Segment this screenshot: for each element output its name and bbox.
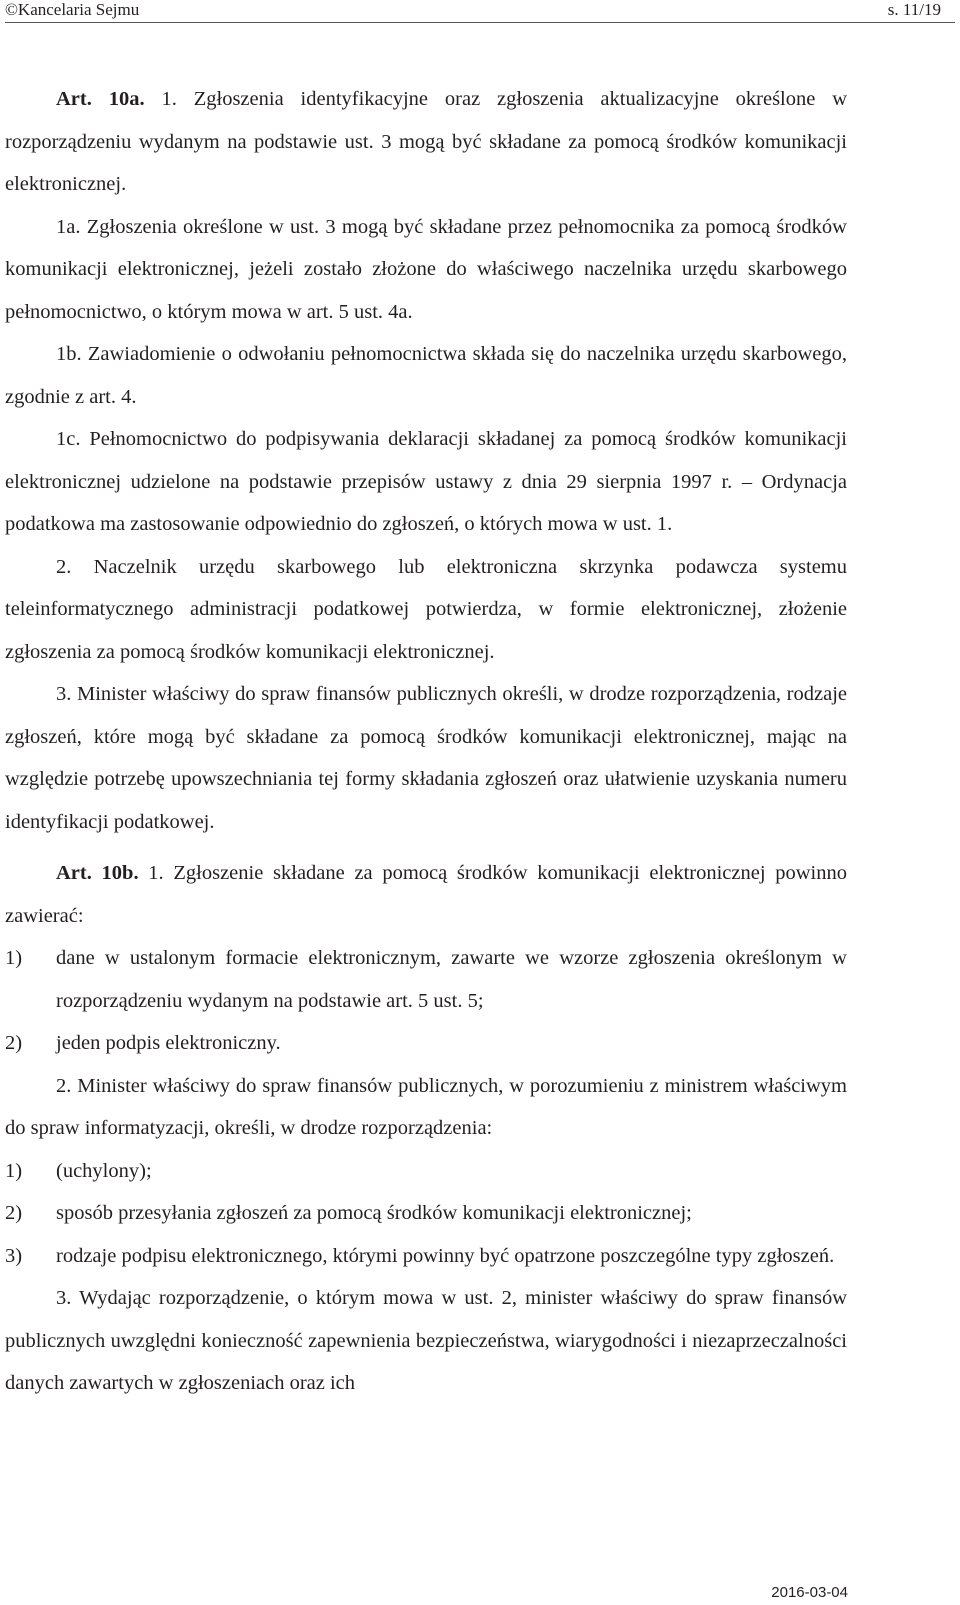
list-item: 2) sposób przesyłania zgłoszeń za pomocą środków komunikacji elektronicznej; [5, 1202, 692, 1224]
art10a-ust3: 3. Minister właściwy do spraw finansów publicznych określi, w drodze rozporządzenia, rodzaje zgłoszeń, które mogą być składane za pomocą środków komunikacji elektronicznej, mając na względzie potrzebę upowszechniania tej formy składania zgłoszeń oraz ułatwienie uzyskania numeru identyfikacji podatkowej. [5, 683, 847, 833]
art10a-ust1a: 1a. Zgłoszenia określone w ust. 3 mogą być składane przez pełnomocnika za pomocą środków komunikacji elektronicznej, jeżeli zostało złożone do właściwego naczelnika urzędu skarbowego pełnomocnictwo, o którym mowa w art. 5 ust. 4a. [5, 215, 847, 323]
header-publisher: ©Kancelaria Sejmu [5, 0, 140, 19]
header-page-number: s. 11/19 [887, 0, 941, 19]
art10b-ust2: 2. Minister właściwy do spraw finansów publicznych, w porozumieniu z ministrem właściwym do spraw informatyzacji, określi, w drodze rozporządzenia: [5, 1074, 847, 1139]
art10a-ust2: 2. Naczelnik urzędu skarbowego lub elektroniczna skrzynka podawcza systemu teleinformatycznego administracji podatkowej potwierdza, w formie elektronicznej, złożenie zgłoszenia za pomocą środków komunikacji elektronicznej. [5, 555, 847, 663]
page-header [5, 0, 955, 23]
art10a-ust1b: 1b. Zawiadomienie o odwołaniu pełnomocnictwa składa się do naczelnika urzędu skarbowego, zgodnie z art. 4. [5, 343, 847, 408]
list-item: 1) (uchylony); [5, 1159, 152, 1182]
list-item: 3) rodzaje podpisu elektronicznego, którymi powinny być opatrzone poszczególne typy zgłoszeń. [5, 1244, 835, 1267]
article-10a [5, 78, 847, 843]
list-item: 1) dane w ustalonym formacie elektronicznym, zawarte we wzorze zgłoszenia określonym w rozporządzeniu wydanym na podstawie art. 5 ust. 5; [5, 947, 847, 1012]
art10a-label: Art. 10a. [56, 88, 145, 110]
footer-date: 2016-03-04 [771, 1584, 848, 1601]
art10b-ust3: 3. Wydając rozporządzenie, o którym mowa w ust. 2, minister właściwy do spraw finansów publicznych uwzględni konieczność zapewnienia bezpieczeństwa, wiarygodności i niezaprzeczalności danych zawartych w zgłoszeniach oraz ich [5, 1287, 847, 1394]
art10a-ust1c: 1c. Pełnomocnictwo do podpisywania deklaracji składanej za pomocą środków komunikacji elektronicznej udzielone na podstawie przepisów ustawy z dnia 29 sierpnia 1997 r. – Ordynacja podatkowa ma zastosowanie odpowiednio do zgłoszeń, o których mowa w ust. 1. [5, 428, 847, 535]
art10b-ust1: Art. 10b. 1. Zgłoszenie składane za pomocą środków komunikacji elektronicznej powinno zawierać: [5, 862, 847, 927]
art10b-ust1-list [5, 937, 847, 1065]
list-item: 2) jeden podpis elektroniczny. [5, 1032, 281, 1054]
article-10b [5, 852, 847, 1405]
art10b-ust2-list [5, 1150, 847, 1278]
art10b-label: Art. 10b. [56, 862, 139, 884]
art10a-ust1: Art. 10a. 1. Zgłoszenia identyfikacyjne oraz zgłoszenia aktualizacyjne określone w rozporządzeniu wydanym na podstawie ust. 3 mogą być składane za pomocą środków komunikacji elektronicznej. [5, 88, 848, 195]
document-body [5, 78, 847, 1405]
